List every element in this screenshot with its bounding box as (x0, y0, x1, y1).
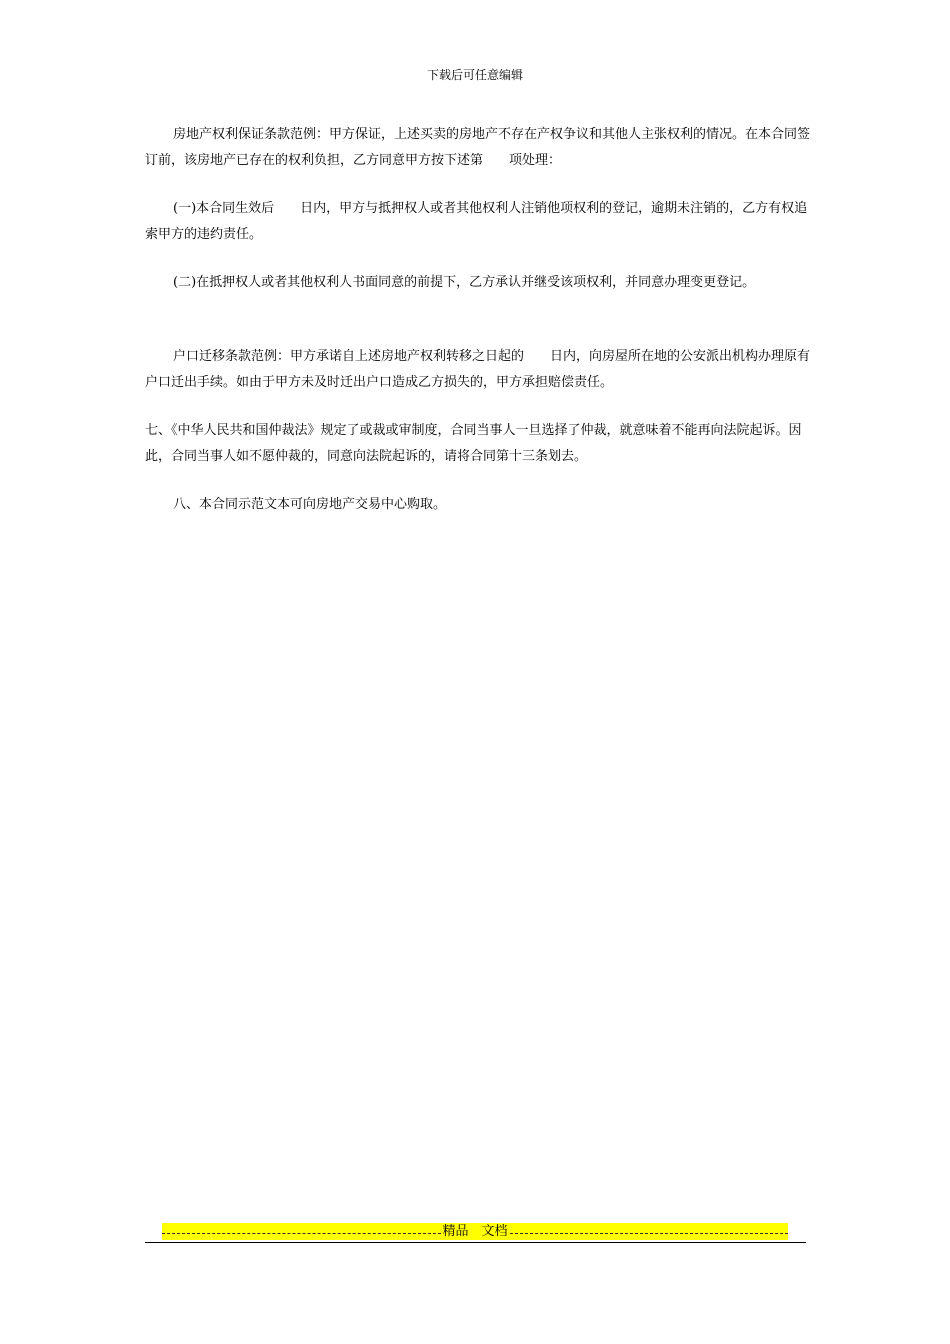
paragraph-option-two: (二)在抵押权人或者其他权利人书面同意的前提下，乙方承认并继受该项权利，并同意办理变更登记。 (173, 275, 756, 290)
page-header-note: 下载后可任意编辑 (426, 68, 523, 82)
footer-rule-line (145, 1242, 806, 1243)
footer-dash-left (162, 1233, 441, 1234)
paragraph-household-transfer-clause: 户口迁移条款范例：甲方承诺自上述房地产权利转移之日起的 日内，向房屋所在地的公安派出机构办理原有户口迁出手续。如由于甲方未及时迁出户口造成乙方损失的，甲方承担赔偿责任。 (145, 349, 811, 390)
footer-dash-right (510, 1233, 788, 1234)
footer-label: 精品 文档 (442, 1224, 508, 1239)
footer-highlight-bar (162, 1223, 788, 1240)
paragraph-option-one: (一)本合同生效后 日内，甲方与抵押权人或者其他权利人注销他项权利的登记，逾期未注销的，乙方有权追索甲方的违约责任。 (145, 201, 808, 242)
document-body (145, 122, 810, 518)
paragraph-item-eight: 八、本合同示范文本可向房地产交易中心购取。 (173, 497, 447, 512)
paragraph-title-guarantee-clause: 房地产权利保证条款范例：甲方保证，上述买卖的房地产不存在产权争议和其他人主张权利的情况。在本合同签订前，该房地产已存在的权利负担，乙方同意甲方按下述第 项处理： (145, 127, 811, 168)
paragraph-item-seven: 七、《中华人民共和国仲裁法》规定了或裁或审制度，合同当事人一旦选择了仲裁，就意味着不能再向法院起诉。因此，合同当事人如不愿仲裁的，同意向法院起诉的，请将合同第十三条划去。 (145, 423, 802, 464)
